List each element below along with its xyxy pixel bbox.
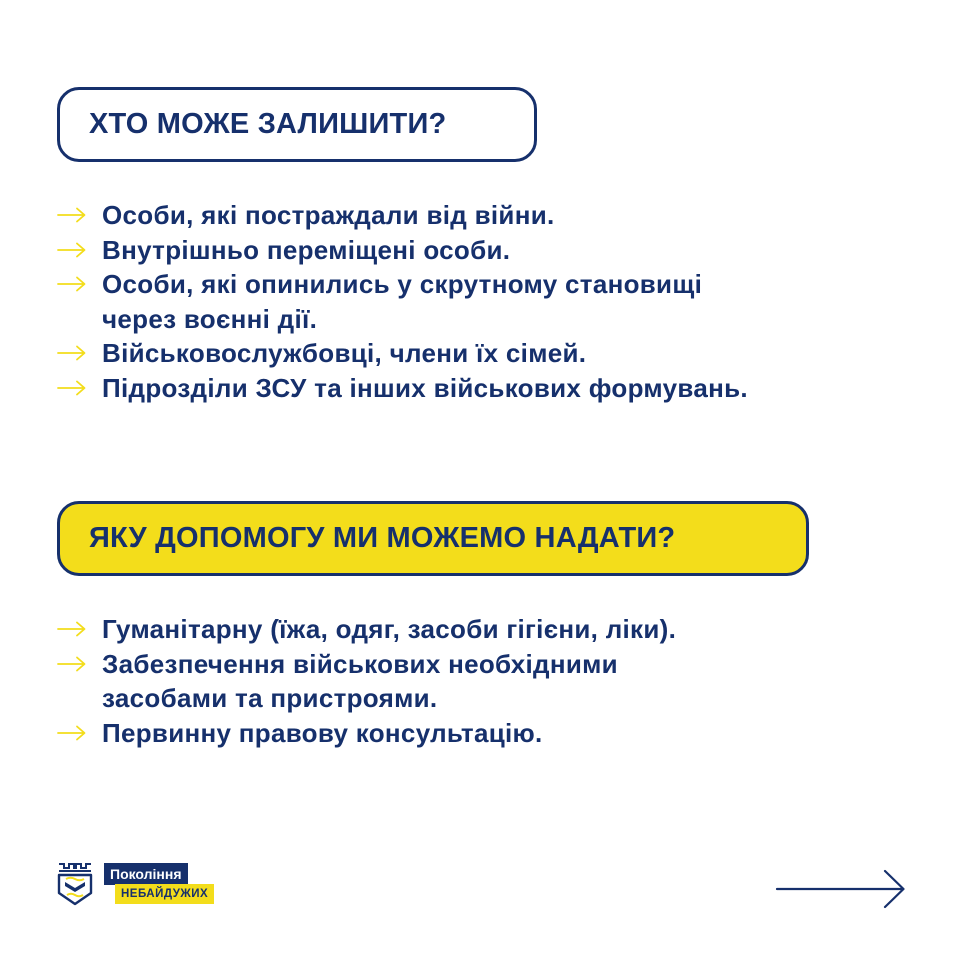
list-item-line: Гуманітарну (їжа, одяг, засоби гігієни, ліки). bbox=[102, 614, 677, 644]
list-item bbox=[57, 647, 676, 716]
arrow-right-icon bbox=[57, 725, 87, 741]
list-item bbox=[57, 198, 748, 233]
arrow-right-icon bbox=[57, 380, 87, 396]
list-item-text bbox=[102, 267, 702, 336]
list-item bbox=[57, 371, 748, 406]
list-item-text bbox=[102, 371, 748, 406]
arrow-right-icon bbox=[57, 345, 87, 361]
list-item-line: Особи, які опинились у скрутному становищі bbox=[102, 269, 703, 299]
arrow-right-icon bbox=[57, 276, 87, 292]
list-item bbox=[57, 336, 748, 371]
logo-text-nebaiduzhykh: НЕБАЙДУЖИХ bbox=[115, 884, 214, 904]
shield-emblem-icon bbox=[57, 862, 93, 906]
list-item-line: Підрозділи ЗСУ та інших військових формувань. bbox=[102, 372, 748, 403]
section-heading-who-text: ХТО МОЖЕ ЗАЛИШИТИ? bbox=[89, 108, 447, 140]
list-item-line: Первинну правову консультацію. bbox=[102, 717, 543, 748]
help-list bbox=[57, 612, 676, 750]
list-item bbox=[57, 716, 676, 751]
brand-logo bbox=[57, 862, 237, 908]
list-item-line: через воєнні дії. bbox=[102, 303, 318, 334]
list-item-text bbox=[102, 612, 676, 647]
list-item-text bbox=[102, 233, 510, 268]
arrow-right-icon bbox=[57, 656, 87, 672]
list-item-text bbox=[102, 198, 555, 233]
list-item-line: Внутрішньо переміщені особи. bbox=[102, 234, 511, 265]
list-item-text bbox=[102, 647, 618, 716]
arrow-right-icon bbox=[57, 621, 87, 637]
section-heading-help-text: ЯКУ ДОПОМОГУ МИ МОЖЕМО НАДАТИ? bbox=[89, 522, 676, 554]
list-item-line: Особи, які постраждали від війни. bbox=[102, 200, 555, 230]
arrow-right-icon bbox=[57, 242, 87, 258]
list-item-text bbox=[102, 716, 543, 751]
list-item-text bbox=[102, 336, 586, 371]
list-item-line: Забезпечення військових необхідними bbox=[102, 648, 618, 679]
logo-text-pokolinnia: Покоління bbox=[104, 863, 188, 885]
section-heading-help bbox=[57, 501, 809, 576]
arrow-right-icon bbox=[57, 207, 87, 223]
section-heading-who bbox=[57, 87, 537, 162]
list-item-line: Військовослужбовці, члени їх сімей. bbox=[102, 338, 587, 368]
long-arrow-right-icon[interactable] bbox=[775, 868, 907, 912]
list-item bbox=[57, 612, 676, 647]
list-item-line: засобами та пристроями. bbox=[102, 683, 438, 713]
list-item bbox=[57, 233, 748, 268]
who-list bbox=[57, 198, 748, 405]
list-item bbox=[57, 267, 748, 336]
